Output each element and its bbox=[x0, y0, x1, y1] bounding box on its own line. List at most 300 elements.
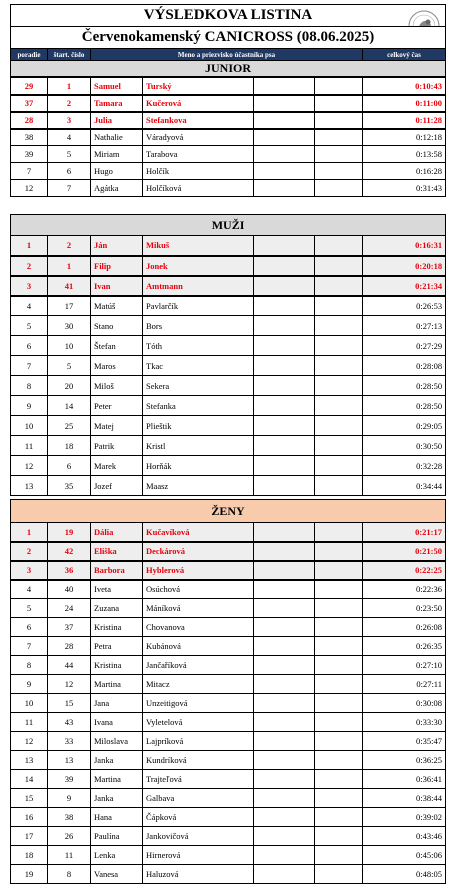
start-number-cell: 2 bbox=[48, 95, 91, 112]
empty-cell bbox=[315, 751, 363, 770]
table-row bbox=[11, 542, 446, 561]
last-name-cell: Stefankova bbox=[143, 112, 254, 129]
first-name-cell: Hugo bbox=[91, 163, 143, 180]
first-name-cell: Ivan bbox=[91, 276, 143, 296]
start-number-cell: 1 bbox=[48, 78, 91, 95]
empty-cell bbox=[254, 789, 315, 808]
total-time-cell: 0:27:11 bbox=[363, 675, 446, 694]
total-time-cell: 0:11:00 bbox=[363, 95, 446, 112]
start-number-cell: 13 bbox=[48, 751, 91, 770]
last-name-cell: Hirnerová bbox=[143, 846, 254, 865]
category-title-muzi: MUŽI bbox=[11, 215, 446, 236]
last-name-cell: Deckárová bbox=[143, 542, 254, 561]
start-number-cell: 33 bbox=[48, 732, 91, 751]
table-row bbox=[11, 846, 446, 865]
total-time-cell: 0:27:13 bbox=[363, 316, 446, 336]
first-name-cell: Martina bbox=[91, 770, 143, 789]
page-title: VÝSLEDKOVA LISTINA bbox=[143, 7, 313, 23]
last-name-cell: Čápková bbox=[143, 808, 254, 827]
empty-cell bbox=[315, 637, 363, 656]
first-name-cell: Dália bbox=[91, 523, 143, 542]
empty-cell bbox=[315, 436, 363, 456]
muzi-block bbox=[10, 214, 445, 496]
empty-cell bbox=[315, 476, 363, 496]
empty-cell bbox=[315, 95, 363, 112]
place-cell: 11 bbox=[11, 436, 48, 456]
table-row bbox=[11, 416, 446, 436]
empty-cell bbox=[254, 296, 315, 316]
table-row bbox=[11, 523, 446, 542]
last-name-cell: Kučerová bbox=[143, 95, 254, 112]
start-number-cell: 24 bbox=[48, 599, 91, 618]
place-cell: 5 bbox=[11, 316, 48, 336]
start-number-cell: 5 bbox=[48, 356, 91, 376]
empty-cell bbox=[315, 276, 363, 296]
place-cell: 9 bbox=[11, 675, 48, 694]
empty-cell bbox=[254, 713, 315, 732]
first-name-cell: Filip bbox=[91, 256, 143, 276]
table-row bbox=[11, 129, 446, 146]
table-row bbox=[11, 827, 446, 846]
last-name-cell: Turský bbox=[143, 78, 254, 95]
empty-cell bbox=[254, 656, 315, 675]
empty-cell bbox=[254, 808, 315, 827]
total-time-cell: 0:36:25 bbox=[363, 751, 446, 770]
empty-cell bbox=[254, 112, 315, 129]
empty-cell bbox=[315, 163, 363, 180]
table-row bbox=[11, 618, 446, 637]
last-name-cell: Jančaříková bbox=[143, 656, 254, 675]
last-name-cell: Tkac bbox=[143, 356, 254, 376]
empty-cell bbox=[254, 236, 315, 256]
table-row bbox=[11, 436, 446, 456]
total-time-cell: 0:28:50 bbox=[363, 396, 446, 416]
col-header-time: celkový čas bbox=[363, 49, 446, 61]
last-name-cell: Hyblerová bbox=[143, 561, 254, 580]
start-number-cell: 38 bbox=[48, 808, 91, 827]
last-name-cell: Lajpríková bbox=[143, 732, 254, 751]
first-name-cell: Jozef bbox=[91, 476, 143, 496]
start-number-cell: 42 bbox=[48, 542, 91, 561]
page-title-cell bbox=[11, 5, 446, 27]
empty-cell bbox=[254, 146, 315, 163]
first-name-cell: Zuzana bbox=[91, 599, 143, 618]
table-row bbox=[11, 396, 446, 416]
muzi-table bbox=[10, 214, 446, 496]
junior-table bbox=[10, 77, 446, 197]
last-name-cell: Haluzová bbox=[143, 865, 254, 884]
empty-cell bbox=[315, 542, 363, 561]
first-name-cell: Janka bbox=[91, 789, 143, 808]
place-cell: 37 bbox=[11, 95, 48, 112]
place-cell: 2 bbox=[11, 256, 48, 276]
last-name-cell: Jonek bbox=[143, 256, 254, 276]
total-time-cell: 0:34:44 bbox=[363, 476, 446, 496]
table-row bbox=[11, 789, 446, 808]
empty-cell bbox=[315, 78, 363, 95]
start-number-cell: 5 bbox=[48, 146, 91, 163]
first-name-cell: Matej bbox=[91, 416, 143, 436]
total-time-cell: 0:20:18 bbox=[363, 256, 446, 276]
place-cell: 1 bbox=[11, 236, 48, 256]
first-name-cell: Vanesa bbox=[91, 865, 143, 884]
total-time-cell: 0:12:18 bbox=[363, 129, 446, 146]
start-number-cell: 1 bbox=[48, 256, 91, 276]
place-cell: 12 bbox=[11, 180, 48, 197]
start-number-cell: 9 bbox=[48, 789, 91, 808]
start-number-cell: 17 bbox=[48, 296, 91, 316]
table-row bbox=[11, 732, 446, 751]
table-row bbox=[11, 163, 446, 180]
place-cell: 2 bbox=[11, 542, 48, 561]
last-name-cell: Galbava bbox=[143, 789, 254, 808]
first-name-cell: Agátka bbox=[91, 180, 143, 197]
zeny-rows bbox=[11, 523, 446, 884]
start-number-cell: 10 bbox=[48, 336, 91, 356]
last-name-cell: Plieštik bbox=[143, 416, 254, 436]
total-time-cell: 0:32:28 bbox=[363, 456, 446, 476]
place-cell: 8 bbox=[11, 656, 48, 675]
first-name-cell: Patrik bbox=[91, 436, 143, 456]
place-cell: 13 bbox=[11, 476, 48, 496]
first-name-cell: Paulína bbox=[91, 827, 143, 846]
start-number-cell: 15 bbox=[48, 694, 91, 713]
start-number-cell: 41 bbox=[48, 276, 91, 296]
empty-cell bbox=[315, 618, 363, 637]
empty-cell bbox=[254, 78, 315, 95]
table-row bbox=[11, 580, 446, 599]
empty-cell bbox=[254, 436, 315, 456]
table-row bbox=[11, 656, 446, 675]
first-name-cell: Samuel bbox=[91, 78, 143, 95]
total-time-cell: 0:22:36 bbox=[363, 580, 446, 599]
total-time-cell: 0:28:50 bbox=[363, 376, 446, 396]
total-time-cell: 0:31:43 bbox=[363, 180, 446, 197]
empty-cell bbox=[254, 95, 315, 112]
empty-cell bbox=[254, 356, 315, 376]
start-number-cell: 43 bbox=[48, 713, 91, 732]
first-name-cell: Jana bbox=[91, 694, 143, 713]
empty-cell bbox=[315, 316, 363, 336]
empty-cell bbox=[254, 180, 315, 197]
table-row bbox=[11, 694, 446, 713]
total-time-cell: 0:35:47 bbox=[363, 732, 446, 751]
table-row bbox=[11, 675, 446, 694]
place-cell: 10 bbox=[11, 694, 48, 713]
place-cell: 12 bbox=[11, 732, 48, 751]
last-name-cell: Unzeitigová bbox=[143, 694, 254, 713]
table-row bbox=[11, 356, 446, 376]
start-number-cell: 4 bbox=[48, 129, 91, 146]
total-time-cell: 0:43:46 bbox=[363, 827, 446, 846]
total-time-cell: 0:30:08 bbox=[363, 694, 446, 713]
table-row bbox=[11, 95, 446, 112]
total-time-cell: 0:16:31 bbox=[363, 236, 446, 256]
table-row bbox=[11, 713, 446, 732]
table-row bbox=[11, 78, 446, 95]
total-time-cell: 0:27:10 bbox=[363, 656, 446, 675]
last-name-cell: Váradyová bbox=[143, 129, 254, 146]
empty-cell bbox=[315, 675, 363, 694]
start-number-cell: 25 bbox=[48, 416, 91, 436]
first-name-cell: Nathalie bbox=[91, 129, 143, 146]
last-name-cell: Kristl bbox=[143, 436, 254, 456]
empty-cell bbox=[254, 129, 315, 146]
total-time-cell: 0:26:53 bbox=[363, 296, 446, 316]
first-name-cell: Lenka bbox=[91, 846, 143, 865]
start-number-cell: 35 bbox=[48, 476, 91, 496]
table-row bbox=[11, 316, 446, 336]
total-time-cell: 0:21:34 bbox=[363, 276, 446, 296]
total-time-cell: 0:38:44 bbox=[363, 789, 446, 808]
empty-cell bbox=[315, 180, 363, 197]
total-time-cell: 0:48:05 bbox=[363, 865, 446, 884]
first-name-cell: Marek bbox=[91, 456, 143, 476]
last-name-cell: Osúchová bbox=[143, 580, 254, 599]
total-time-cell: 0:28:08 bbox=[363, 356, 446, 376]
start-number-cell: 39 bbox=[48, 770, 91, 789]
last-name-cell: Tarabova bbox=[143, 146, 254, 163]
first-name-cell: Kristina bbox=[91, 656, 143, 675]
table-row bbox=[11, 865, 446, 884]
first-name-cell: Maros bbox=[91, 356, 143, 376]
total-time-cell: 0:23:50 bbox=[363, 599, 446, 618]
category-title-junior: JUNIOR bbox=[11, 61, 446, 77]
col-header-place: poradie bbox=[11, 49, 48, 61]
table-row bbox=[11, 751, 446, 770]
first-name-cell: Štefan bbox=[91, 336, 143, 356]
place-cell: 18 bbox=[11, 846, 48, 865]
start-number-cell: 2 bbox=[48, 236, 91, 256]
last-name-cell: Pavlarčík bbox=[143, 296, 254, 316]
start-number-cell: 28 bbox=[48, 637, 91, 656]
place-cell: 4 bbox=[11, 580, 48, 599]
start-number-cell: 30 bbox=[48, 316, 91, 336]
place-cell: 5 bbox=[11, 599, 48, 618]
empty-cell bbox=[315, 356, 363, 376]
table-row bbox=[11, 112, 446, 129]
empty-cell bbox=[254, 770, 315, 789]
place-cell: 12 bbox=[11, 456, 48, 476]
empty-cell bbox=[254, 163, 315, 180]
total-time-cell: 0:27:29 bbox=[363, 336, 446, 356]
empty-cell bbox=[254, 416, 315, 436]
place-cell: 6 bbox=[11, 618, 48, 637]
last-name-cell: Stefanka bbox=[143, 396, 254, 416]
total-time-cell: 0:21:17 bbox=[363, 523, 446, 542]
last-name-cell: Kučavíková bbox=[143, 523, 254, 542]
results-header-table bbox=[10, 4, 446, 77]
empty-cell bbox=[315, 146, 363, 163]
first-name-cell: Miloslava bbox=[91, 732, 143, 751]
total-time-cell: 0:36:41 bbox=[363, 770, 446, 789]
empty-cell bbox=[315, 523, 363, 542]
first-name-cell: Martina bbox=[91, 675, 143, 694]
start-number-cell: 3 bbox=[48, 112, 91, 129]
empty-cell bbox=[254, 865, 315, 884]
first-name-cell: Barbora bbox=[91, 561, 143, 580]
table-row bbox=[11, 376, 446, 396]
total-time-cell: 0:21:50 bbox=[363, 542, 446, 561]
place-cell: 7 bbox=[11, 356, 48, 376]
empty-cell bbox=[315, 456, 363, 476]
last-name-cell: Jankovičová bbox=[143, 827, 254, 846]
last-name-cell: Máníková bbox=[143, 599, 254, 618]
empty-cell bbox=[315, 112, 363, 129]
empty-cell bbox=[254, 316, 315, 336]
table-row bbox=[11, 808, 446, 827]
start-number-cell: 26 bbox=[48, 827, 91, 846]
last-name-cell: Mitacz bbox=[143, 675, 254, 694]
start-number-cell: 37 bbox=[48, 618, 91, 637]
col-header-name: Meno a priezvisko účastníka psa bbox=[91, 49, 363, 61]
empty-cell bbox=[315, 713, 363, 732]
first-name-cell: Stano bbox=[91, 316, 143, 336]
start-number-cell: 7 bbox=[48, 180, 91, 197]
empty-cell bbox=[254, 376, 315, 396]
table-row bbox=[11, 456, 446, 476]
last-name-cell: Kundríková bbox=[143, 751, 254, 770]
table-row bbox=[11, 476, 446, 496]
empty-cell bbox=[315, 256, 363, 276]
table-row bbox=[11, 637, 446, 656]
zeny-block bbox=[10, 499, 445, 884]
empty-cell bbox=[254, 751, 315, 770]
first-name-cell: Iveta bbox=[91, 580, 143, 599]
place-cell: 16 bbox=[11, 808, 48, 827]
empty-cell bbox=[315, 599, 363, 618]
junior-block bbox=[10, 4, 445, 197]
place-cell: 3 bbox=[11, 561, 48, 580]
place-cell: 7 bbox=[11, 163, 48, 180]
start-number-cell: 12 bbox=[48, 675, 91, 694]
empty-cell bbox=[254, 523, 315, 542]
table-row bbox=[11, 336, 446, 356]
last-name-cell: Holčík bbox=[143, 163, 254, 180]
table-row bbox=[11, 276, 446, 296]
total-time-cell: 0:22:25 bbox=[363, 561, 446, 580]
empty-cell bbox=[254, 256, 315, 276]
empty-cell bbox=[315, 770, 363, 789]
start-number-cell: 36 bbox=[48, 561, 91, 580]
empty-cell bbox=[315, 808, 363, 827]
start-number-cell: 20 bbox=[48, 376, 91, 396]
first-name-cell: Peter bbox=[91, 396, 143, 416]
empty-cell bbox=[254, 675, 315, 694]
place-cell: 6 bbox=[11, 336, 48, 356]
empty-cell bbox=[254, 542, 315, 561]
last-name-cell: Kubánová bbox=[143, 637, 254, 656]
place-cell: 39 bbox=[11, 146, 48, 163]
place-cell: 14 bbox=[11, 770, 48, 789]
empty-cell bbox=[254, 561, 315, 580]
first-name-cell: Tamara bbox=[91, 95, 143, 112]
total-time-cell: 0:13:58 bbox=[363, 146, 446, 163]
empty-cell bbox=[254, 276, 315, 296]
first-name-cell: Miloš bbox=[91, 376, 143, 396]
first-name-cell: Kristina bbox=[91, 618, 143, 637]
place-cell: 11 bbox=[11, 713, 48, 732]
empty-cell bbox=[254, 396, 315, 416]
place-cell: 19 bbox=[11, 865, 48, 884]
first-name-cell: Janka bbox=[91, 751, 143, 770]
first-name-cell: Matúš bbox=[91, 296, 143, 316]
junior-rows bbox=[11, 78, 446, 197]
empty-cell bbox=[254, 476, 315, 496]
place-cell: 7 bbox=[11, 637, 48, 656]
total-time-cell: 0:30:50 bbox=[363, 436, 446, 456]
last-name-cell: Sekera bbox=[143, 376, 254, 396]
empty-cell bbox=[254, 599, 315, 618]
club-logo-icon bbox=[407, 7, 441, 27]
place-cell: 1 bbox=[11, 523, 48, 542]
empty-cell bbox=[315, 396, 363, 416]
first-name-cell: Miriam bbox=[91, 146, 143, 163]
last-name-cell: Mikuš bbox=[143, 236, 254, 256]
place-cell: 29 bbox=[11, 78, 48, 95]
empty-cell bbox=[254, 618, 315, 637]
category-title-zeny: ŽENY bbox=[11, 500, 446, 523]
total-time-cell: 0:10:43 bbox=[363, 78, 446, 95]
last-name-cell: Amtmann bbox=[143, 276, 254, 296]
start-number-cell: 44 bbox=[48, 656, 91, 675]
place-cell: 15 bbox=[11, 789, 48, 808]
table-row bbox=[11, 236, 446, 256]
start-number-cell: 14 bbox=[48, 396, 91, 416]
first-name-cell: Eliška bbox=[91, 542, 143, 561]
start-number-cell: 19 bbox=[48, 523, 91, 542]
empty-cell bbox=[315, 416, 363, 436]
col-header-start: štart. číslo bbox=[48, 49, 91, 61]
empty-cell bbox=[315, 732, 363, 751]
start-number-cell: 6 bbox=[48, 456, 91, 476]
last-name-cell: Maasz bbox=[143, 476, 254, 496]
total-time-cell: 0:11:28 bbox=[363, 112, 446, 129]
empty-cell bbox=[315, 865, 363, 884]
total-time-cell: 0:45:06 bbox=[363, 846, 446, 865]
first-name-cell: Ivana bbox=[91, 713, 143, 732]
first-name-cell: Hana bbox=[91, 808, 143, 827]
last-name-cell: Trajteľová bbox=[143, 770, 254, 789]
last-name-cell: Vyletelová bbox=[143, 713, 254, 732]
place-cell: 38 bbox=[11, 129, 48, 146]
start-number-cell: 18 bbox=[48, 436, 91, 456]
place-cell: 28 bbox=[11, 112, 48, 129]
empty-cell bbox=[254, 580, 315, 599]
first-name-cell: Petra bbox=[91, 637, 143, 656]
empty-cell bbox=[254, 827, 315, 846]
empty-cell bbox=[315, 656, 363, 675]
empty-cell bbox=[315, 336, 363, 356]
empty-cell bbox=[254, 637, 315, 656]
empty-cell bbox=[315, 580, 363, 599]
total-time-cell: 0:26:35 bbox=[363, 637, 446, 656]
last-name-cell: Tóth bbox=[143, 336, 254, 356]
empty-cell bbox=[254, 732, 315, 751]
place-cell: 13 bbox=[11, 751, 48, 770]
place-cell: 10 bbox=[11, 416, 48, 436]
table-row bbox=[11, 599, 446, 618]
table-row bbox=[11, 256, 446, 276]
place-cell: 9 bbox=[11, 396, 48, 416]
event-subtitle: Červenokamenský CANICROSS (08.06.2025) bbox=[11, 27, 446, 49]
last-name-cell: Horňák bbox=[143, 456, 254, 476]
table-row bbox=[11, 146, 446, 163]
place-cell: 17 bbox=[11, 827, 48, 846]
zeny-table bbox=[10, 499, 446, 884]
total-time-cell: 0:39:02 bbox=[363, 808, 446, 827]
muzi-rows bbox=[11, 236, 446, 496]
